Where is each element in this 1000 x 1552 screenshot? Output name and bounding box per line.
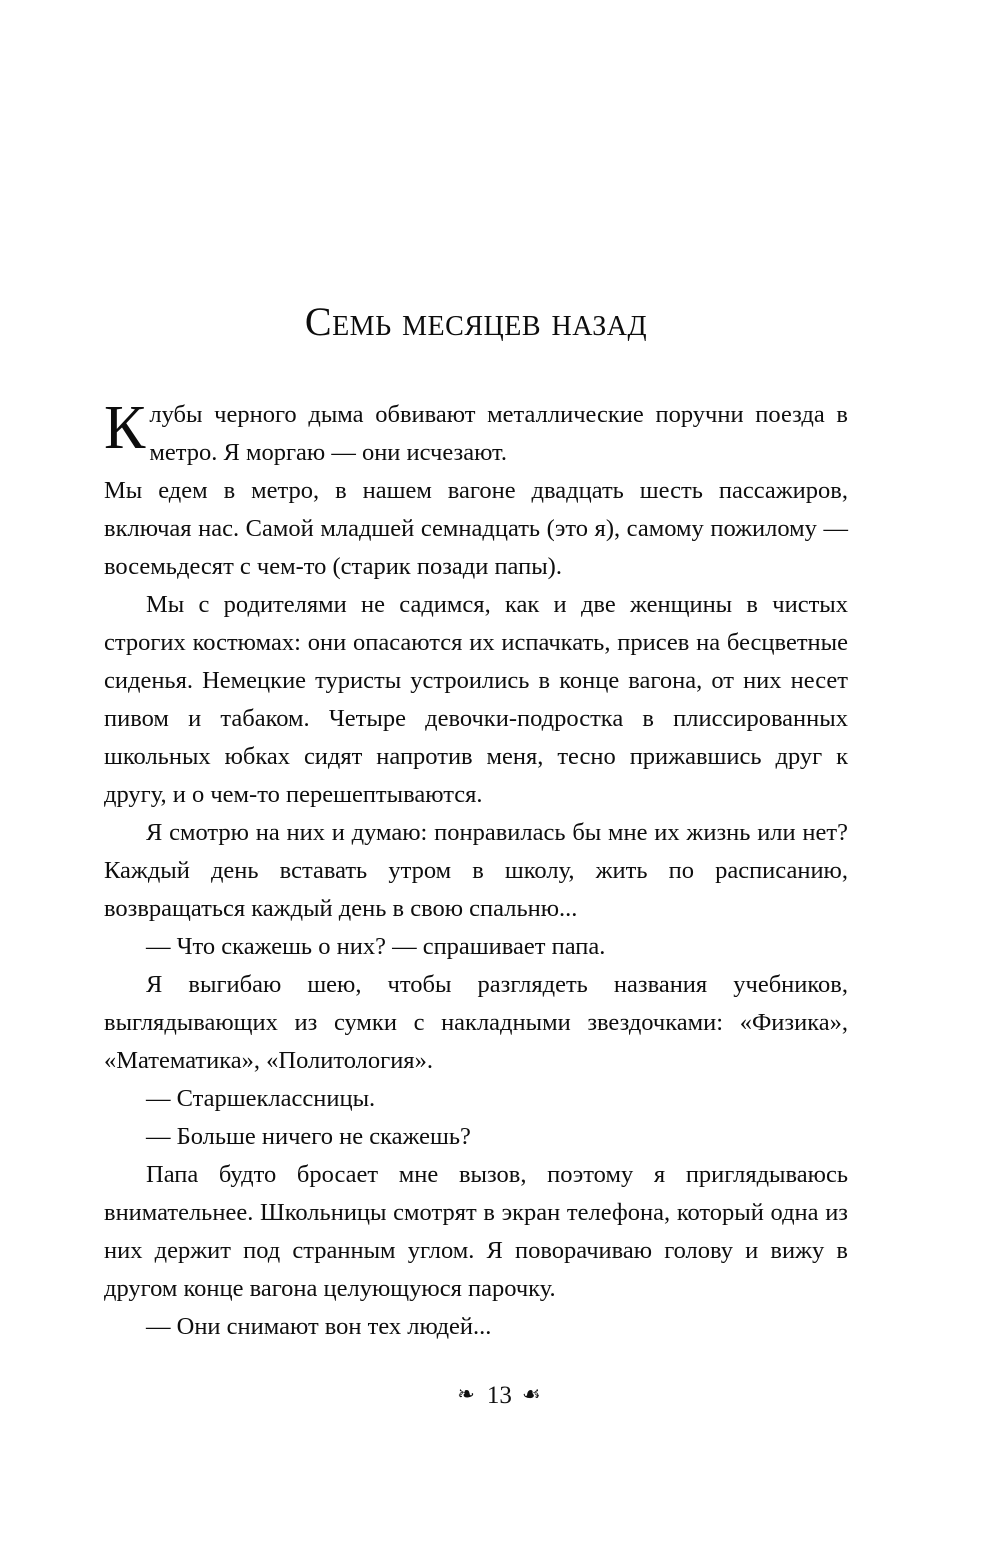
drop-cap: К bbox=[104, 394, 146, 462]
paragraph-6: Я выгибаю шею, чтобы разглядеть названия учебников, выглядывающих из сумки с накладными звездочками: «Физика», «Математика», «Политология». bbox=[104, 971, 848, 1074]
paragraph-5: — Что скажешь о них? — спрашивает папа. bbox=[146, 933, 606, 960]
page-content bbox=[104, 300, 848, 1346]
page-number: 13 bbox=[486, 1382, 512, 1409]
paragraph-10: — Они снимают вон тех людей... bbox=[146, 1313, 492, 1340]
paragraph-4: Я смотрю на них и думаю: понравилась бы мне их жизнь или нет? Каждый день вставать утром в школу, жить по расписанию, возвращаться каждый день в свою спальню... bbox=[104, 819, 848, 922]
paragraph-9: Папа будто бросает мне вызов, поэтому я приглядываюсь внимательнее. Школьницы смотрят в экран телефона, который одна из них держит под странным углом. Я поворачиваю голову и вижу в другом конце вагона целующуюся парочку. bbox=[104, 1161, 848, 1302]
paragraph-3: Мы с родителями не садимся, как и две женщины в чистых строгих костюмах: они опасаются их испачкать, присев на бесцветные сиденья. Немецкие туристы устроились в конце вагона, от них несет пивом и табаком. Четыре девочки-подростка в плиссированных школьных юбках сидят напротив меня, тесно прижавшись друг к другу, и о чем-то перешептываются. bbox=[104, 591, 848, 808]
ornament-left-icon: ❧ bbox=[457, 1382, 477, 1406]
paragraph-text: лубы черного дыма обвивают металлические поручни поезда в метро. Я моргаю — они исчезают. bbox=[149, 401, 848, 466]
paragraph-2: Мы едем в метро, в нашем вагоне двадцать шесть пассажиров, включая нас. Самой младшей семнадцать (это я), самому пожилому — восемьдесят с чем-то (старик позади папы). bbox=[104, 477, 848, 580]
paragraph-8: — Больше ничего не скажешь? bbox=[146, 1123, 471, 1150]
paragraph-7: — Старшеклассницы. bbox=[146, 1085, 376, 1112]
ornament-right-icon: ☙ bbox=[521, 1382, 543, 1406]
page-footer bbox=[0, 1382, 1000, 1410]
paragraph-1 bbox=[104, 396, 848, 472]
chapter-title: Семь месяцев назад bbox=[304, 299, 648, 344]
